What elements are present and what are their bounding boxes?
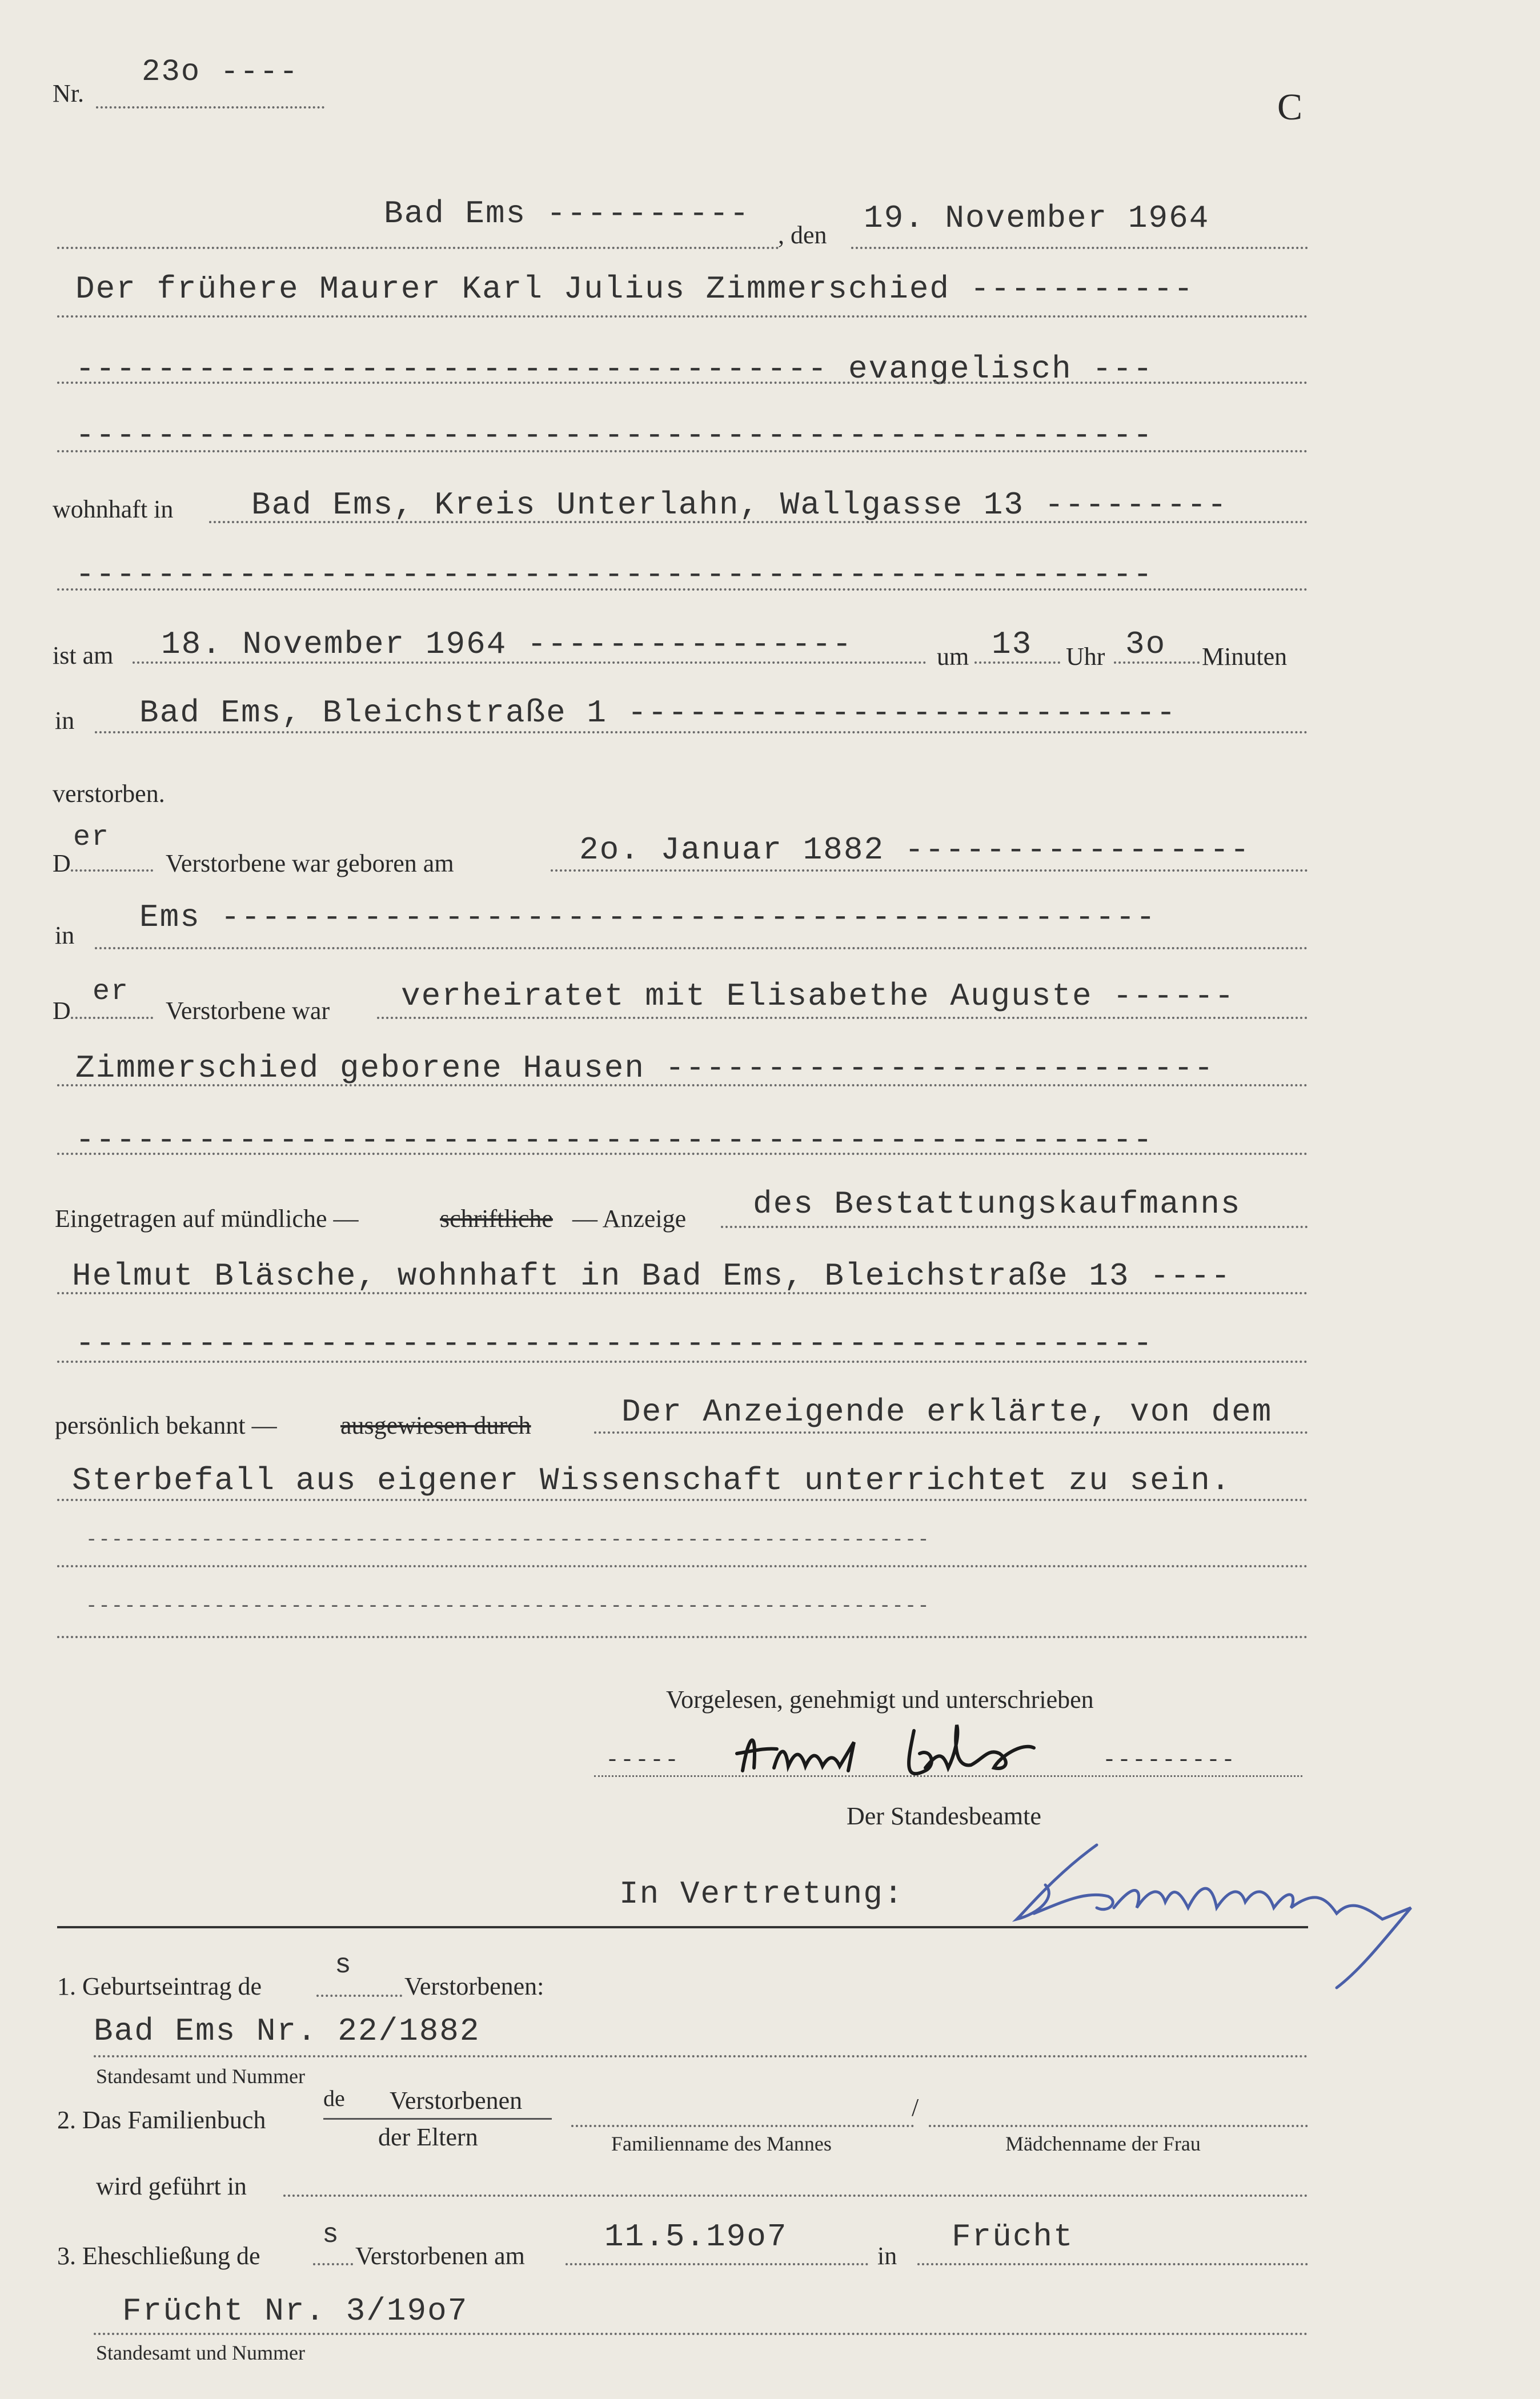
- dotted-line: [95, 947, 1308, 949]
- wird-gefuehrt-label: wird geführt in: [96, 2172, 247, 2200]
- birth-place-value: Ems ----------------------------------------------: [139, 899, 1157, 936]
- nr-label: Nr.: [53, 79, 84, 107]
- dotted-line: [57, 1361, 1308, 1363]
- dash-line: -----------------------------------------------------: [75, 1122, 1154, 1158]
- bekannt-label: persönlich bekannt —: [55, 1411, 277, 1439]
- item-2-option-eltern: der Eltern: [378, 2123, 478, 2151]
- dotted-line: [94, 2333, 1308, 2335]
- dotted-line: [57, 382, 1308, 384]
- dotted-line: [283, 2195, 1308, 2197]
- person-line-1: Der frühere Maurer Karl Julius Zimmerschied -----------: [75, 271, 1194, 307]
- dotted-line: [571, 2125, 914, 2127]
- dotted-line: [57, 1565, 1308, 1567]
- dotted-line: [1114, 661, 1200, 664]
- statement-line-1: Der Anzeigende erklärte, von dem: [621, 1394, 1273, 1430]
- informant-line-2: Helmut Bläsche, wohnhaft in Bad Ems, Bleichstraße 13 ----: [72, 1258, 1232, 1294]
- eingetragen-label: Eingetragen auf mündliche —: [55, 1205, 359, 1233]
- familienname-label: Familienname des Mannes: [611, 2132, 832, 2155]
- date-value: 19. November 1964: [864, 200, 1210, 236]
- dotted-line: [57, 1084, 1308, 1086]
- in-label: in: [55, 921, 75, 949]
- hour-value: 13: [992, 626, 1033, 663]
- dotted-line: [57, 588, 1308, 591]
- dotted-line: [566, 2263, 868, 2265]
- dotted-line: [974, 661, 1060, 664]
- vorgelesen-label: Vorgelesen, genehmigt und unterschrieben: [666, 1686, 1094, 1714]
- schriftliche-label: schriftliche: [440, 1205, 553, 1233]
- statement-line-2: Sterbefall aus eigener Wissenschaft unterrichtet zu sein.: [72, 1462, 1232, 1499]
- dotted-line: [594, 1431, 1308, 1434]
- anzeige-label: — Anzeige: [572, 1205, 687, 1233]
- dotted-line: [57, 1636, 1308, 1638]
- signature-dashes-right: ---------: [1102, 1748, 1237, 1774]
- vertretung-label: In Vertretung:: [619, 1876, 904, 1912]
- marital-line-2: Zimmerschied geborene Hausen ---------------------------: [75, 1050, 1214, 1086]
- er-suffix: er: [73, 821, 110, 854]
- marriage-date-value: 11.5.19o7: [604, 2219, 788, 2255]
- dash-line-thin: ------------------------------------------------------------------: [86, 1596, 931, 1618]
- in-label: in: [55, 707, 75, 735]
- dotted-line: [917, 2263, 1308, 2265]
- dotted-line: [377, 1017, 1308, 1019]
- dotted-line: [71, 1017, 153, 1019]
- war-label: Verstorbene war: [166, 997, 330, 1025]
- uhr-label: Uhr: [1066, 643, 1105, 671]
- place-dotted-line: [57, 247, 779, 249]
- dotted-line: [94, 2055, 1308, 2057]
- dotted-line: [133, 661, 927, 664]
- verstorben-label: verstorben.: [53, 780, 165, 808]
- nr-value: 23o ----: [142, 55, 299, 90]
- item-2-label: 2. Das Familienbuch: [57, 2106, 266, 2134]
- in-label: in: [877, 2242, 897, 2270]
- section-divider: [57, 1926, 1308, 1928]
- death-date-value: 18. November 1964 ----------------: [161, 626, 853, 663]
- dotted-line: [57, 1292, 1308, 1294]
- fraction-line: [323, 2118, 552, 2120]
- standesbeamte-label: Der Standesbeamte: [847, 1802, 1041, 1830]
- corner-letter: C: [1277, 86, 1303, 128]
- item-2-de: de: [323, 2085, 345, 2111]
- dotted-line: [57, 1499, 1308, 1501]
- d-label: D: [53, 849, 71, 877]
- item-3-after: Verstorbenen am: [355, 2242, 525, 2270]
- slash: /: [912, 2093, 919, 2121]
- ausgewiesen-label: ausgewiesen durch: [340, 1411, 531, 1439]
- dash-line: -----------------------------------------------------: [75, 556, 1154, 593]
- d-label: D: [53, 997, 71, 1025]
- dotted-line: [71, 869, 153, 872]
- informant-line-1: des Bestattungskaufmanns: [753, 1186, 1241, 1222]
- item-3-label: 3. Eheschließung de: [57, 2242, 260, 2270]
- item-1-value: Bad Ems Nr. 22/1882: [94, 2013, 480, 2049]
- birth-date-value: 2o. Januar 1882 -----------------: [579, 832, 1250, 868]
- dotted-line: [95, 731, 1308, 733]
- item-2-option-verstorbenen: Verstorbenen: [390, 2087, 523, 2115]
- ist-am-label: ist am: [53, 641, 114, 669]
- dash-line-thin: ------------------------------------------------------------------: [86, 1530, 931, 1551]
- item-3-suffix: s: [322, 2220, 340, 2250]
- handwritten-signature-blue: [971, 1828, 1428, 1999]
- date-dotted-line: [851, 247, 1308, 249]
- item-1-label: 1. Geburtseintrag de: [57, 1972, 262, 2000]
- den-label: , den: [778, 221, 827, 249]
- religion-line: ------------------------------------- evangelisch ---: [75, 351, 1154, 387]
- um-label: um: [937, 643, 969, 671]
- dash-line: -----------------------------------------------------: [75, 417, 1154, 454]
- address-value: Bad Ems, Kreis Unterlahn, Wallgasse 13 ---------: [251, 487, 1228, 523]
- dotted-line: [313, 2263, 353, 2265]
- marriage-register-value: Frücht Nr. 3/19o7: [122, 2293, 468, 2329]
- dotted-line: [551, 869, 1308, 872]
- signature-dashes-left: -----: [605, 1748, 680, 1774]
- dotted-line: [721, 1226, 1308, 1228]
- dotted-line: [57, 315, 1308, 318]
- standesamt-label: Standesamt und Nummer: [96, 2341, 305, 2364]
- maedchenname-label: Mädchenname der Frau: [1005, 2132, 1201, 2155]
- dotted-line: [57, 450, 1308, 452]
- nr-dotted-line: [96, 106, 324, 109]
- dotted-line: [57, 1153, 1308, 1155]
- marital-line-1: verheiratet mit Elisabethe Auguste ------: [401, 978, 1235, 1014]
- item-1-after: Verstorbenen:: [404, 1972, 544, 2000]
- minuten-label: Minuten: [1202, 643, 1288, 671]
- item-1-suffix: s: [335, 1950, 352, 1981]
- dotted-line: [929, 2125, 1308, 2127]
- wohnhaft-label: wohnhaft in: [53, 495, 174, 523]
- minutes-value: 3o: [1125, 626, 1166, 663]
- er-suffix: er: [93, 976, 130, 1008]
- handwritten-signature-black: [731, 1714, 1097, 1799]
- place-value: Bad Ems ----------: [384, 195, 750, 232]
- standesamt-label: Standesamt und Nummer: [96, 2065, 305, 2088]
- dotted-line: [209, 521, 1308, 523]
- geboren-label: Verstorbene war geboren am: [166, 849, 454, 877]
- death-place-value: Bad Ems, Bleichstraße 1 ---------------------------: [139, 695, 1177, 731]
- marriage-place-value: Frücht: [952, 2219, 1074, 2255]
- dotted-line: [316, 1995, 402, 1997]
- dash-line: -----------------------------------------------------: [75, 1325, 1154, 1362]
